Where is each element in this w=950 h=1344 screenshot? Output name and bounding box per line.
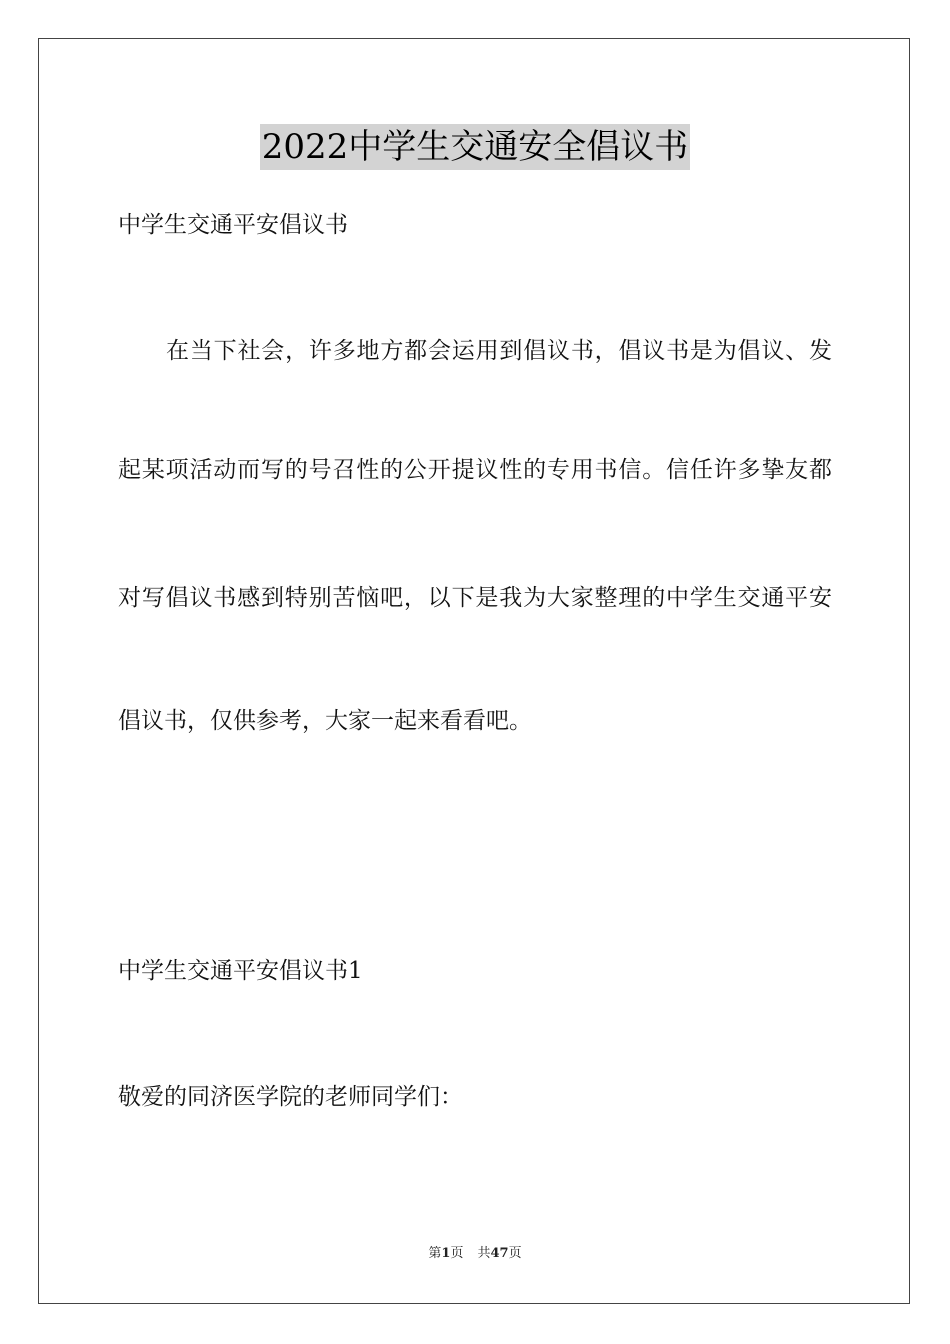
salutation-line: 敬爱的同济医学院的老师同学们： — [118, 1084, 463, 1110]
body-line-4: 倡议书，仅供参考，大家一起来看看吧。 — [118, 708, 532, 734]
footer-page-suffix: 页 — [450, 1246, 464, 1261]
title-container — [0, 124, 950, 170]
body-line-3: 对写倡议书感到特别苦恼吧，以下是我为大家整理的中学生交通平安 — [118, 585, 832, 611]
body-line-2: 起某项活动而写的号召性的公开提议性的专用书信。信任许多挚友都 — [118, 457, 832, 483]
section-heading: 中学生交通平安倡议书1 — [118, 958, 363, 984]
footer-total-suffix: 页 — [508, 1246, 522, 1261]
document-title: 2022中学生交通安全倡议书 — [260, 124, 691, 170]
footer-page-number: 1 — [441, 1246, 451, 1261]
footer-total-pages: 47 — [490, 1246, 509, 1261]
footer-total-prefix: 共 — [477, 1246, 491, 1261]
body-line-1: 在当下社会，许多地方都会运用到倡议书，倡议书是为倡议、发 — [166, 338, 832, 364]
page-footer — [0, 1245, 950, 1263]
footer-page-prefix: 第 — [428, 1246, 442, 1261]
subtitle-line: 中学生交通平安倡议书 — [118, 212, 348, 238]
